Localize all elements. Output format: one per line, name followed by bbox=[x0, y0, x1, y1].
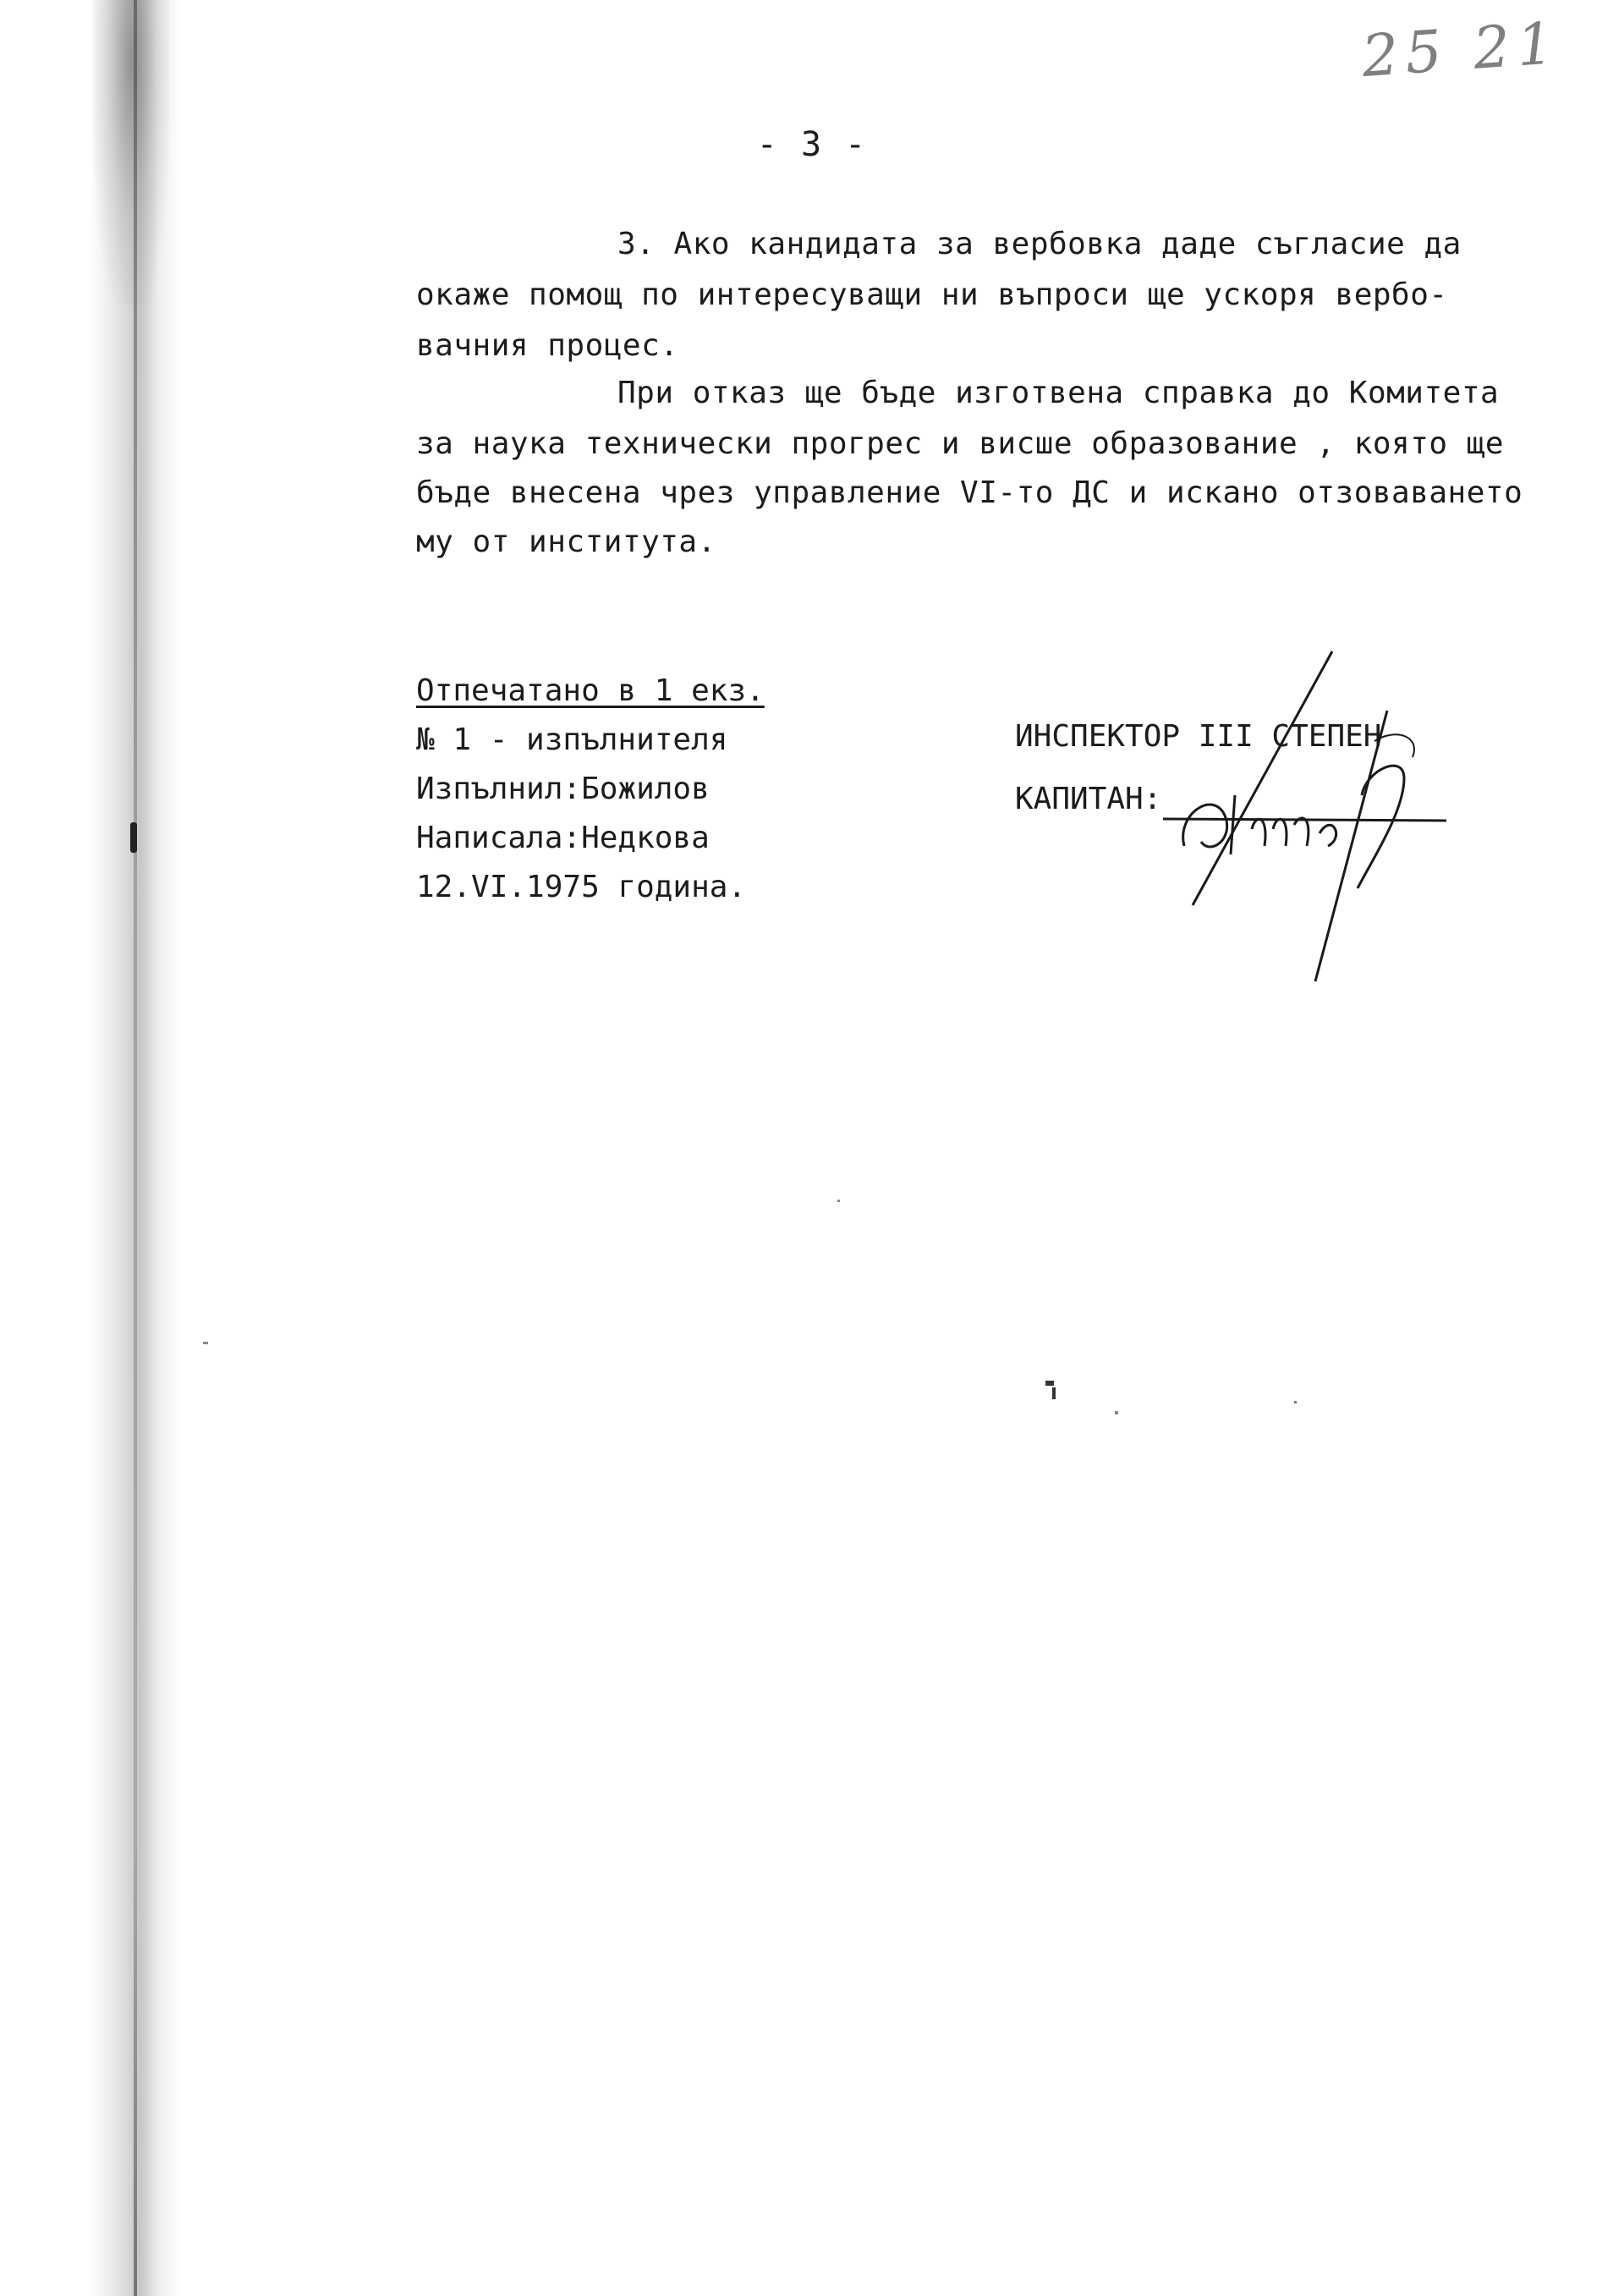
body-line: вачния процес. bbox=[416, 328, 679, 363]
body-line: за наука технически прогрес и висше образование , която ще bbox=[416, 426, 1505, 461]
body-line: При отказ ще бъде изготвена справка до Комитета bbox=[617, 376, 1500, 410]
page-number: - 3 - bbox=[756, 125, 868, 164]
scan-speck bbox=[1045, 1381, 1054, 1386]
written-by: Написала:Недкова bbox=[416, 821, 710, 855]
signature-title: ИНСПЕКТОР III СТЕПЕН bbox=[1015, 719, 1382, 754]
handwritten-page-number: 25 21 bbox=[1359, 9, 1563, 91]
body-line: му от института. bbox=[416, 525, 716, 559]
signature-rank: КАПИТАН: bbox=[1015, 782, 1162, 816]
scan-speck bbox=[1294, 1401, 1297, 1403]
scan-speck bbox=[1115, 1411, 1118, 1414]
body-line: бъде внесена чрез управление VI-то ДС и искано отзоваването bbox=[416, 475, 1523, 510]
document-date: 12.VI.1975 година. bbox=[416, 870, 747, 904]
body-line: 3. Ако кандидата за вербовка даде съгласие да bbox=[617, 227, 1462, 261]
copy-recipient: № 1 - изпълнителя bbox=[416, 722, 728, 757]
punch-mark bbox=[130, 822, 137, 853]
handwritten-signature bbox=[1150, 643, 1489, 998]
scan-speck bbox=[1052, 1387, 1056, 1399]
executed-by: Изпълнил:Божилов bbox=[416, 772, 710, 806]
scan-speck bbox=[203, 1342, 208, 1344]
scan-speck bbox=[837, 1200, 840, 1202]
body-line: окаже помощ по интересуващи ни въпроси ще ускоря вербо- bbox=[416, 277, 1448, 312]
scan-edge-line bbox=[134, 0, 137, 2296]
printed-copies-note: Отпечатано в 1 екз. bbox=[416, 673, 765, 708]
